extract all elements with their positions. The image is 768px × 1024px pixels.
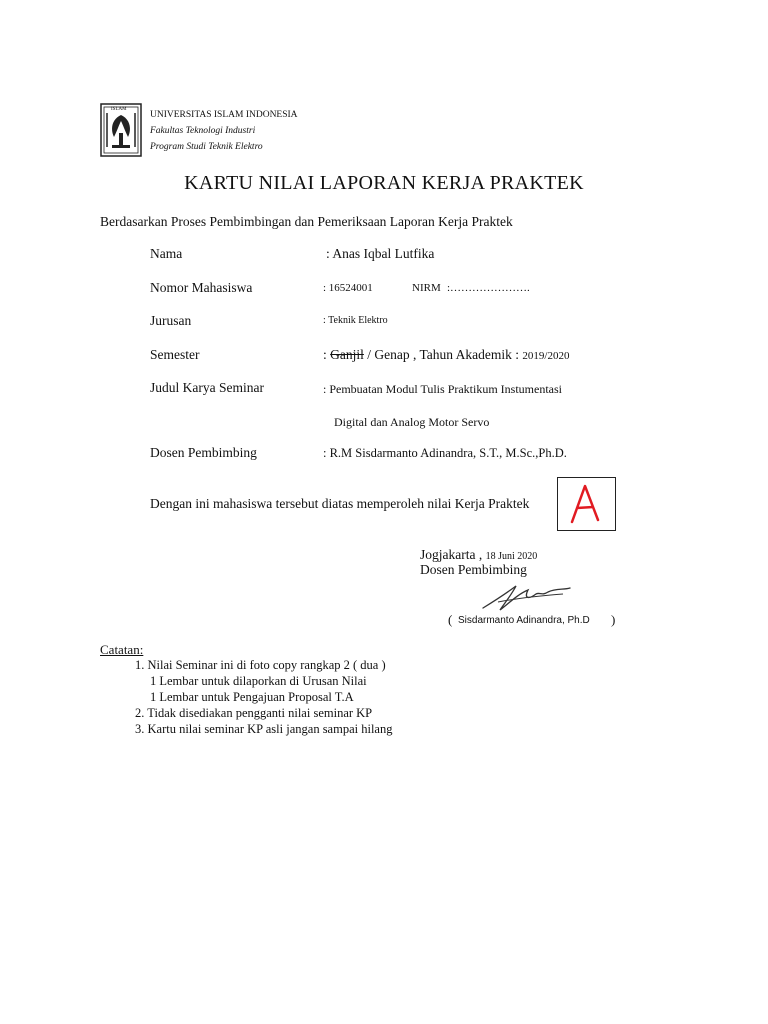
grade-box	[557, 477, 616, 531]
signature-close-paren: )	[611, 612, 616, 627]
signature-open-paren: (	[448, 612, 453, 627]
dosen-value: : R.M Sisdarmanto Adinandra, S.T., M.Sc.,Ph.D.	[323, 446, 567, 460]
grade-statement: Dengan ini mahasiswa tersebut diatas memperoleh nilai Kerja Praktek	[150, 496, 530, 511]
judul-value-line2: Digital dan Analog Motor Servo	[334, 415, 490, 429]
signature-role: Dosen Pembimbing	[420, 562, 527, 577]
university-name: UNIVERSITAS ISLAM INDONESIA	[150, 110, 298, 120]
note-3: 3. Kartu nilai seminar KP asli jangan sampai hilang	[135, 722, 393, 736]
jurusan-value: : Teknik Elektro	[323, 315, 388, 326]
judul-value-line1: : Pembuatan Modul Tulis Praktikum Instumentasi	[323, 382, 563, 396]
faculty-name: Fakultas Teknologi Industri	[150, 126, 256, 136]
place-text: Jogjakarta ,	[420, 547, 483, 562]
notes-title: Catatan:	[100, 642, 144, 657]
semester-ganjil: Ganjil	[330, 347, 364, 362]
semester-value	[323, 347, 569, 363]
semester-rest: / Genap , Tahun Akademik :	[367, 347, 520, 362]
note-1a: 1 Lembar untuk dilaporkan di Urusan Nilai	[150, 674, 367, 688]
nirm-label: NIRM	[412, 282, 441, 294]
page-title: KARTU NILAI LAPORAN KERJA PRAKTEK	[184, 172, 584, 194]
semester-label: Semester	[150, 347, 200, 362]
program-name: Program Studi Teknik Elektro	[150, 142, 263, 152]
intro-text: Berdasarkan Proses Pembimbingan dan Pemeriksaan Laporan Kerja Praktek	[100, 214, 513, 229]
dosen-label: Dosen Pembimbing	[150, 445, 257, 460]
signature-place	[420, 547, 537, 563]
date-text: 18 Juni 2020	[485, 551, 538, 562]
judul-label: Judul Karya Seminar	[150, 380, 264, 395]
nama-value: : Anas Iqbal Lutfika	[326, 246, 435, 261]
nim-value: : 16524001	[323, 282, 373, 294]
university-logo	[100, 103, 142, 157]
nim-label: Nomor Mahasiswa	[150, 280, 253, 295]
note-1b: 1 Lembar untuk Pengajuan Proposal T.A	[150, 690, 354, 704]
logo-text: ISLAM	[111, 107, 127, 112]
nama-label: Nama	[150, 246, 183, 261]
semester-year: 2019/2020	[522, 350, 570, 362]
grade-mark	[558, 478, 614, 529]
signature-name: Sisdarmanto Adinandra, Ph.D	[458, 615, 590, 626]
note-1: 1. Nilai Seminar ini di foto copy rangkap 2 ( dua )	[135, 658, 386, 672]
semester-colon: :	[323, 347, 327, 362]
jurusan-label: Jurusan	[150, 313, 192, 328]
note-2: 2. Tidak disediakan pengganti nilai seminar KP	[135, 706, 373, 720]
nirm-value: :………………….	[447, 282, 530, 294]
signature-image	[478, 580, 573, 614]
